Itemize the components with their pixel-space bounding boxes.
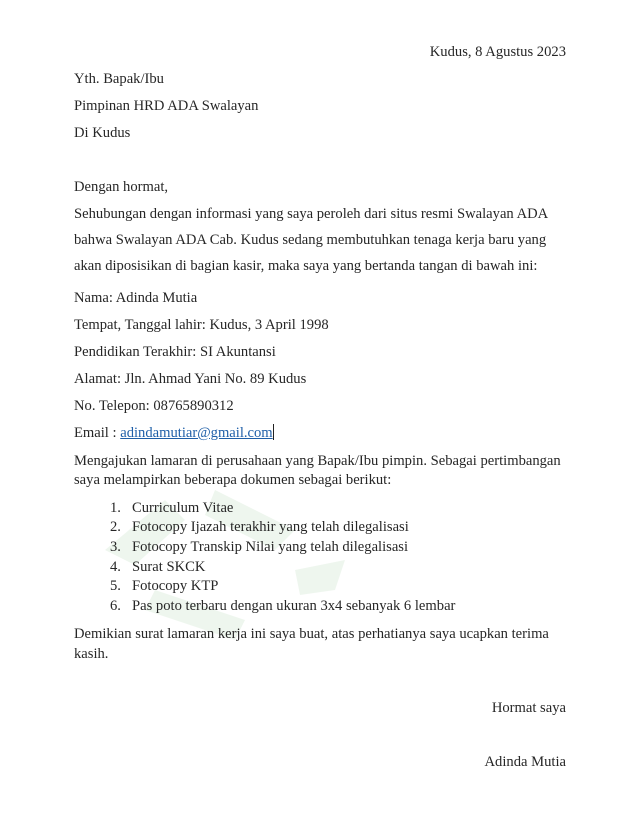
body-line-2: saya melampirkan beberapa dokumen sebagai berikut:	[74, 472, 392, 488]
intro-line-2: bahwa Swalayan ADA Cab. Kudus sedang membutuhkan tenaga kerja baru yang	[74, 232, 547, 248]
intro-line-1: Sehubungan dengan informasi yang saya peroleh dari situs resmi Swalayan ADA	[74, 206, 549, 222]
applicant-email-row	[74, 424, 274, 442]
email-link[interactable]: adindamutiar@gmail.com	[120, 425, 273, 441]
applicant-phone: No. Telepon: 08765890312	[74, 398, 234, 414]
applicant-education: Pendidikan Terakhir: SI Akuntansi	[74, 344, 276, 360]
signoff: Hormat saya	[491, 700, 566, 716]
greeting: Dengan hormat,	[74, 179, 169, 195]
closing-line-1: Demikian surat lamaran kerja ini saya buat, atas perhatianya saya ucapkan terima	[74, 626, 549, 642]
place-date: Kudus, 8 Agustus 2023	[429, 44, 566, 60]
text-cursor	[273, 424, 274, 440]
attachment-item: 5. Fotocopy KTP	[110, 578, 219, 594]
recipient-line-1: Yth. Bapak/Ibu	[74, 71, 164, 87]
intro-line-3: akan diposisikan di bagian kasir, maka saya yang bertanda tangan di bawah ini:	[74, 258, 538, 274]
closing-line-2: kasih.	[74, 646, 109, 662]
email-label: Email :	[74, 425, 121, 441]
body-line-1: Mengajukan lamaran di perusahaan yang Bapak/Ibu pimpin. Sebagai pertimbangan	[74, 453, 561, 469]
attachment-item: 2. Fotocopy Ijazah terakhir yang telah dilegalisasi	[110, 519, 409, 535]
applicant-address: Alamat: Jln. Ahmad Yani No. 89 Kudus	[74, 371, 307, 387]
attachment-item: 4. Surat SKCK	[110, 559, 206, 575]
attachment-item: 1. Curriculum Vitae	[110, 500, 234, 516]
signature-name: Adinda Mutia	[484, 754, 566, 770]
applicant-birth: Tempat, Tanggal lahir: Kudus, 3 April 1998	[74, 317, 329, 333]
recipient-line-2: Pimpinan HRD ADA Swalayan	[74, 98, 259, 114]
applicant-name: Nama: Adinda Mutia	[74, 290, 198, 306]
attachment-item: 6. Pas poto terbaru dengan ukuran 3x4 sebanyak 6 lembar	[110, 598, 456, 614]
recipient-line-3: Di Kudus	[74, 125, 131, 141]
attachment-item: 3. Fotocopy Transkip Nilai yang telah dilegalisasi	[110, 539, 409, 555]
